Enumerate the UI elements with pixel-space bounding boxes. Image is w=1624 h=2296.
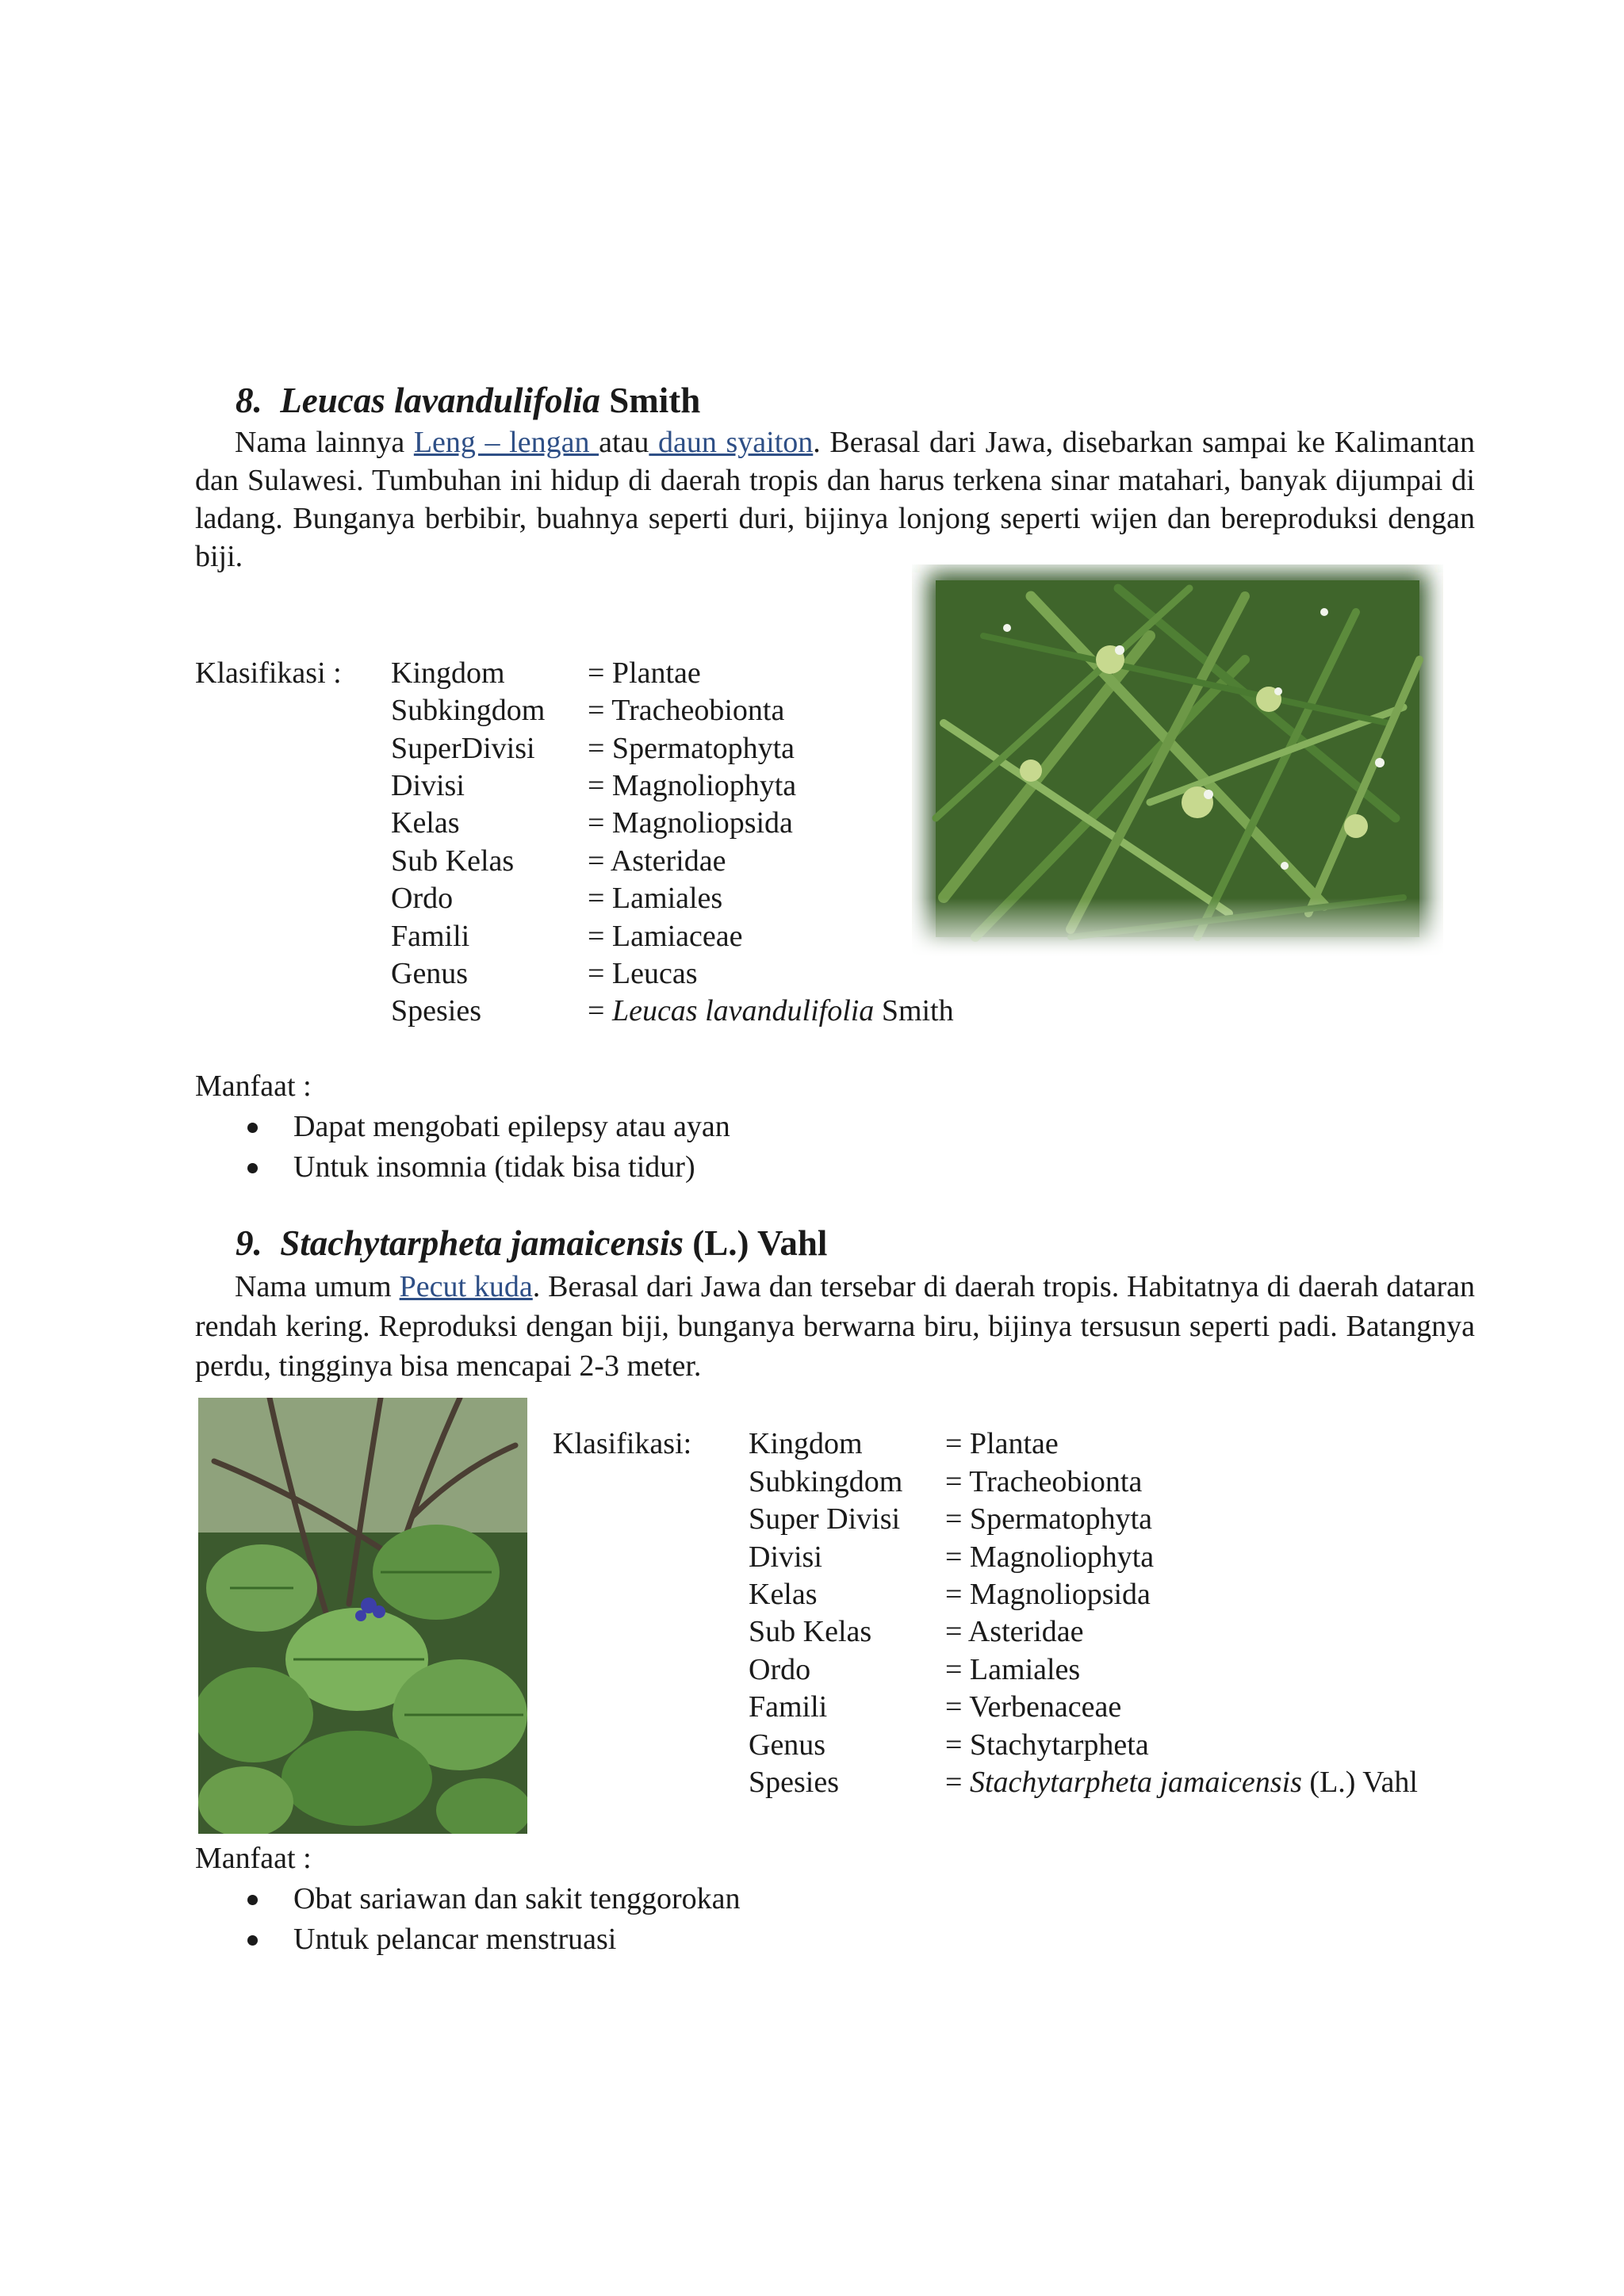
scientific-name: Stachytarpheta jamaicensis [280, 1223, 684, 1263]
document-page: 8. Leucas lavandulifolia Smith Nama lainnya Leng – lengan atau daun syaiton. Berasal dari Jawa, disebarkan sampai ke Kalimantan dan Sulawesi. Tumbuhan ini hidup di daerah tropis dan harus terkena sinar matahari, banyak dijumpai di ladang. Bunganya berbibir, buahnya seperti duri, bijinya lonjong seperti wijen dan bereproduksi dengan biji. Klasifikasi : Kingdom = Plantae Subkingdom = Tracheobionta SuperDivisi = Spermatophyta Divisi = Magnoliophyta Kelas = Magnoliopsida Sub Kelas = Asteridae Ordo = Lamiales Famili = Lamiaceae Genus = Leucas Spesies = Leucas lavandulifolia Smith Manfaat : Dapat mengobati epilepsy atau ayan Untuk insomnia (tidak bisa tidur) 9. Stachytarpheta jamaicensis (L.) Vahl Nama umum Pecut kuda. Berasal dari Jawa dan tersebar di daerah tropis. Habitatnya di daerah dataran rendah kering. Reproduksi dengan biji, bunganya berwarna biru, bijinya tersusun seperti padi. Batangnya perdu, tingginya bisa mencapai 2-3 meter. Klasifikasi: Kingdom = Plantae Subkingdom = Tracheobionta Super Divisi = Spermatophyta Divisi = Magnoliophyta Kelas = Magnoliopsida Sub Kelas = Asteridae Ordo = Lamiales Famili = Verbenaceae Genus = Stachytarpheta Spesies = Stachytarpheta jamaicensis (L.) Vahl Manfaat : Obat sariawan dan sakit tenggorokan Untuk pelancar menstruasi [195, 381, 1475, 1956]
bullet-icon [247, 1123, 258, 1133]
bullet-icon [247, 1935, 258, 1946]
bullet-icon [247, 1163, 258, 1173]
stachytarpheta-plant-photo [198, 1398, 527, 1834]
scientific-name: Leucas lavandulifolia [280, 381, 600, 420]
section-number: 8. [236, 381, 262, 420]
description-paragraph: Nama umum Pecut kuda. Berasal dari Jawa dan tersebar di daerah tropis. Habitatnya di daerah dataran rendah kering. Reproduksi dengan biji, bunganya berwarna biru, bijinya tersusun seperti padi. Batangnya perdu, tingginya bisa mencapai 2-3 meter. [195, 1270, 1475, 1383]
common-name-link[interactable]: Pecut kuda [399, 1270, 533, 1303]
classification-label: Klasifikasi: [553, 1427, 692, 1460]
section-heading [236, 383, 700, 419]
classification-label: Klasifikasi : [195, 656, 342, 690]
benefits-label: Manfaat : [195, 1070, 312, 1103]
leucas-plant-photo [912, 564, 1443, 957]
description-paragraph: Nama lainnya Leng – lengan atau daun syaiton. Berasal dari Jawa, disebarkan sampai ke Kalimantan dan Sulawesi. Tumbuhan ini hidup di daerah tropis dan harus terkena sinar matahari, banyak dijumpai di ladang. Bunganya berbibir, buahnya seperti duri, bijinya lonjong seperti wijen dan bereproduksi dengan biji. [195, 426, 1475, 573]
section-heading [236, 1223, 828, 1263]
section-number: 9. [236, 1223, 262, 1263]
bullet-icon [247, 1895, 258, 1905]
common-name-link[interactable]: daun syaiton [649, 426, 814, 459]
common-name-link[interactable]: Leng – lengan [413, 426, 599, 459]
author-name: (L.) Vahl [692, 1223, 828, 1263]
author-name: Smith [609, 381, 701, 420]
benefits-label: Manfaat : [195, 1842, 312, 1875]
